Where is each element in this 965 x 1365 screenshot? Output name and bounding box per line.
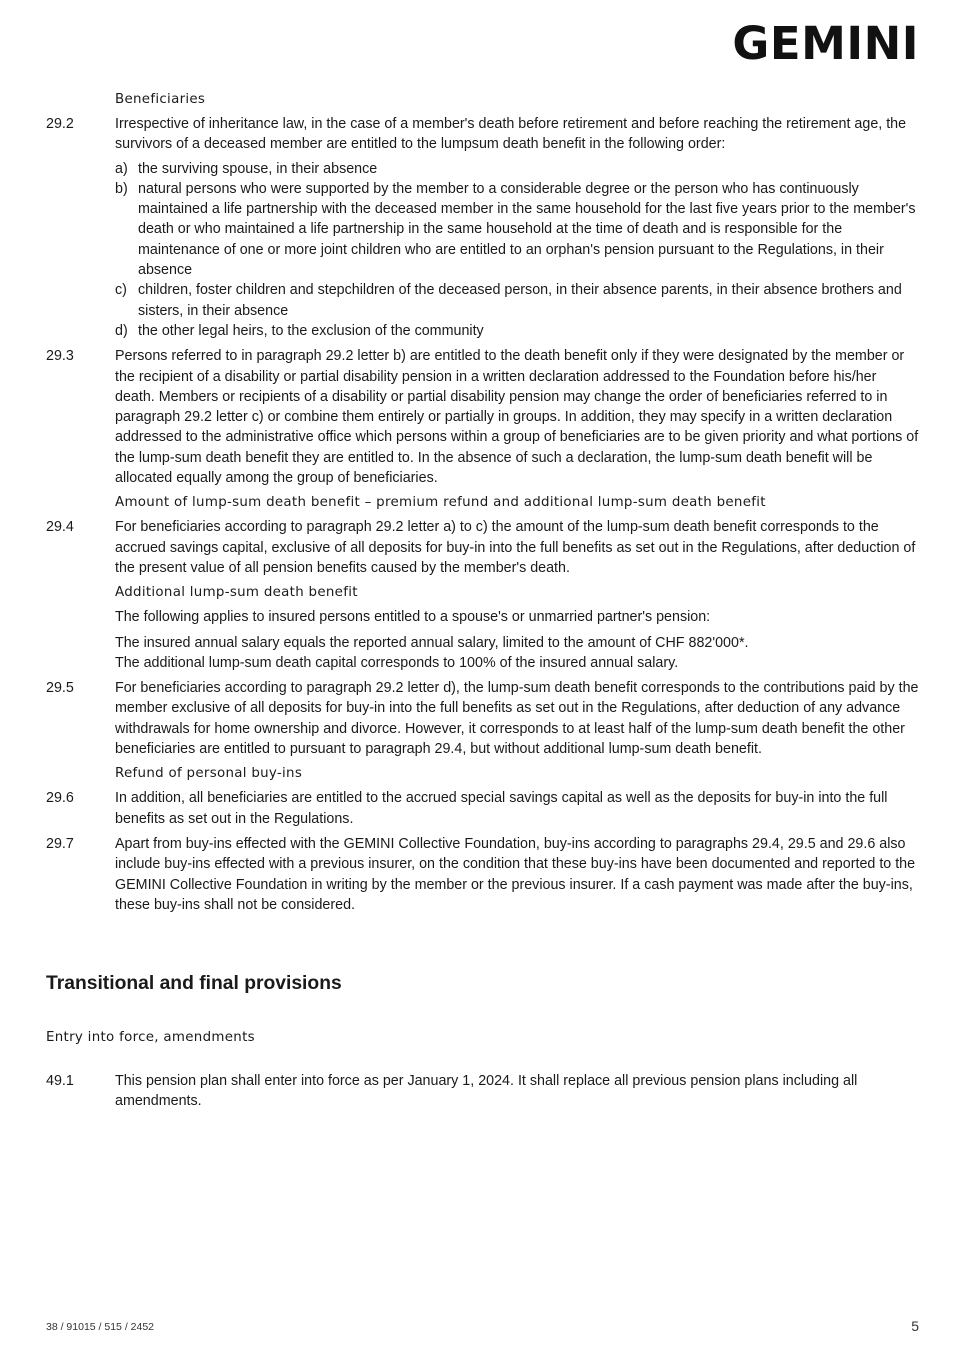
subheading-additional: Additional lump-sum death benefit <box>115 585 358 601</box>
subheading-amount: Amount of lump-sum death benefit – premium refund and additional lump-sum death benefit <box>115 495 766 511</box>
paragraph-number: 29.6 <box>46 790 74 807</box>
list-letter: c) <box>115 282 127 299</box>
paragraph-text: In addition, all beneficiaries are entitled to the accrued special savings capital as well as the deposits for buy-in into the full benefits as set out in the Regulations. <box>115 790 888 827</box>
salary-line: The insured annual salary equals the reported annual salary, limited to the amount of CHF 882'000*. <box>115 634 749 651</box>
paragraph-29-4 <box>46 517 919 578</box>
paragraph-29-3 <box>46 346 919 488</box>
list-text: the other legal heirs, to the exclusion of the community <box>138 322 484 339</box>
paragraph-text: For beneficiaries according to paragraph 29.2 letter d), the lump-sum death benefit corresponds to the contributions paid by the member exclusive of all deposits for buy-in into the full benefits as set out in the Regulations, after deduction of any advance withdrawals for home ownership and divorce. However, it corresponds to at least half of the lump-sum death benefit the other beneficiaries are entitled to pursuant to paragraph 29.4, but without additional lump-sum death benefit. <box>115 680 919 758</box>
list-item <box>115 159 919 179</box>
paragraph-text: This pension plan shall enter into force as per January 1, 2024. It shall replace all previous pension plans including all amendments. <box>115 1073 858 1110</box>
paragraph-number: 29.5 <box>46 680 74 697</box>
additional-intro: The following applies to insured persons entitled to a spouse's or unmarried partner's pension: <box>115 609 711 626</box>
paragraph-29-2 <box>46 114 919 341</box>
section-title-transitional: Transitional and final provisions <box>46 973 342 994</box>
paragraph-29-7 <box>46 834 919 915</box>
subheading-entry-into-force: Entry into force, amendments <box>46 1030 255 1045</box>
list-item <box>115 179 919 280</box>
page-number: 5 <box>911 1318 919 1334</box>
subheading-beneficiaries: Beneficiaries <box>115 92 206 107</box>
list-text: children, foster children and stepchildren of the deceased person, in their absence parents, in their absence brothers and sisters, in their absence <box>138 282 902 319</box>
list-text: natural persons who were supported by the member to a considerable degree or the person who has continuously maintained a life partnership with the deceased member in the same household for the last five years prior to the member's death or who maintained a life partnership in the same household at the time of death and is responsible for the maintenance of one or more joint children who are entitled to an orphan's pension pursuant to the Regulations, in their absence <box>138 180 916 279</box>
paragraph-text: For beneficiaries according to paragraph 29.2 letter a) to c) the amount of the lump-sum death benefit corresponds to the accrued savings capital, exclusive of all deposits for buy-in into the full benefits as set out in the Regulations, after deduction of the present value of all pension benefits caused by the member's death. <box>115 519 916 576</box>
paragraph-number: 29.4 <box>46 519 74 536</box>
list-letter: a) <box>115 160 128 177</box>
list-letter: b) <box>115 180 128 197</box>
list-item <box>115 321 919 341</box>
gemini-logo: GEMINI <box>732 17 919 70</box>
paragraph-text: Irrespective of inheritance law, in the case of a member's death before retirement and before reaching the retirement age, the survivors of a deceased member are entitled to the lumpsum death benefit in the following order: <box>115 116 907 153</box>
paragraph-number: 29.7 <box>46 835 74 852</box>
subheading-refund: Refund of personal buy-ins <box>115 766 303 782</box>
paragraph-49-1 <box>46 1071 919 1112</box>
paragraph-29-6 <box>46 788 919 829</box>
paragraph-number: 29.3 <box>46 348 74 365</box>
document-body <box>46 90 919 920</box>
additional-salary-text <box>115 633 919 674</box>
beneficiary-order-list <box>115 159 919 342</box>
list-item <box>115 280 919 321</box>
capital-line: The additional lump-sum death capital corresponds to 100% of the insured annual salary. <box>115 654 679 671</box>
list-letter: d) <box>115 322 128 339</box>
list-text: the surviving spouse, in their absence <box>138 160 378 177</box>
document-reference: 38 / 91015 / 515 / 2452 <box>46 1321 155 1333</box>
paragraph-number: 49.1 <box>46 1073 74 1089</box>
paragraph-text: Persons referred to in paragraph 29.2 letter b) are entitled to the death benefit only if they were designated by the member or the recipient of a disability or partial disability pension in a written declaration addressed to the Foundation before his/her death. Members or recipients of a disability or partial disability pension may change the order of beneficiaries referred to in paragraph 29.2 letter c) or combine them entirely or partially in groups. In addition, they may specify in a written declaration addressed to the administrative office which persons within a group of beneficiaries are to be given priority and what portions of the lump-sum death benefit they are entitled to. In the absence of such a declaration, the lump-sum death benefit will be allocated equally among the group of beneficiaries. <box>115 348 919 487</box>
paragraph-text: Apart from buy-ins effected with the GEMINI Collective Foundation, buy-ins according to paragraphs 29.4, 29.5 and 29.6 also include buy-ins effected with a previous insurer, on the condition that these buy-ins have been documented and reported to the GEMINI Collective Foundation in writing by the member or the previous insurer. If a cash payment was made after the buy-ins, these buy-ins shall not be considered. <box>115 835 916 913</box>
paragraph-29-5 <box>46 678 919 759</box>
paragraph-number: 29.2 <box>46 116 74 132</box>
